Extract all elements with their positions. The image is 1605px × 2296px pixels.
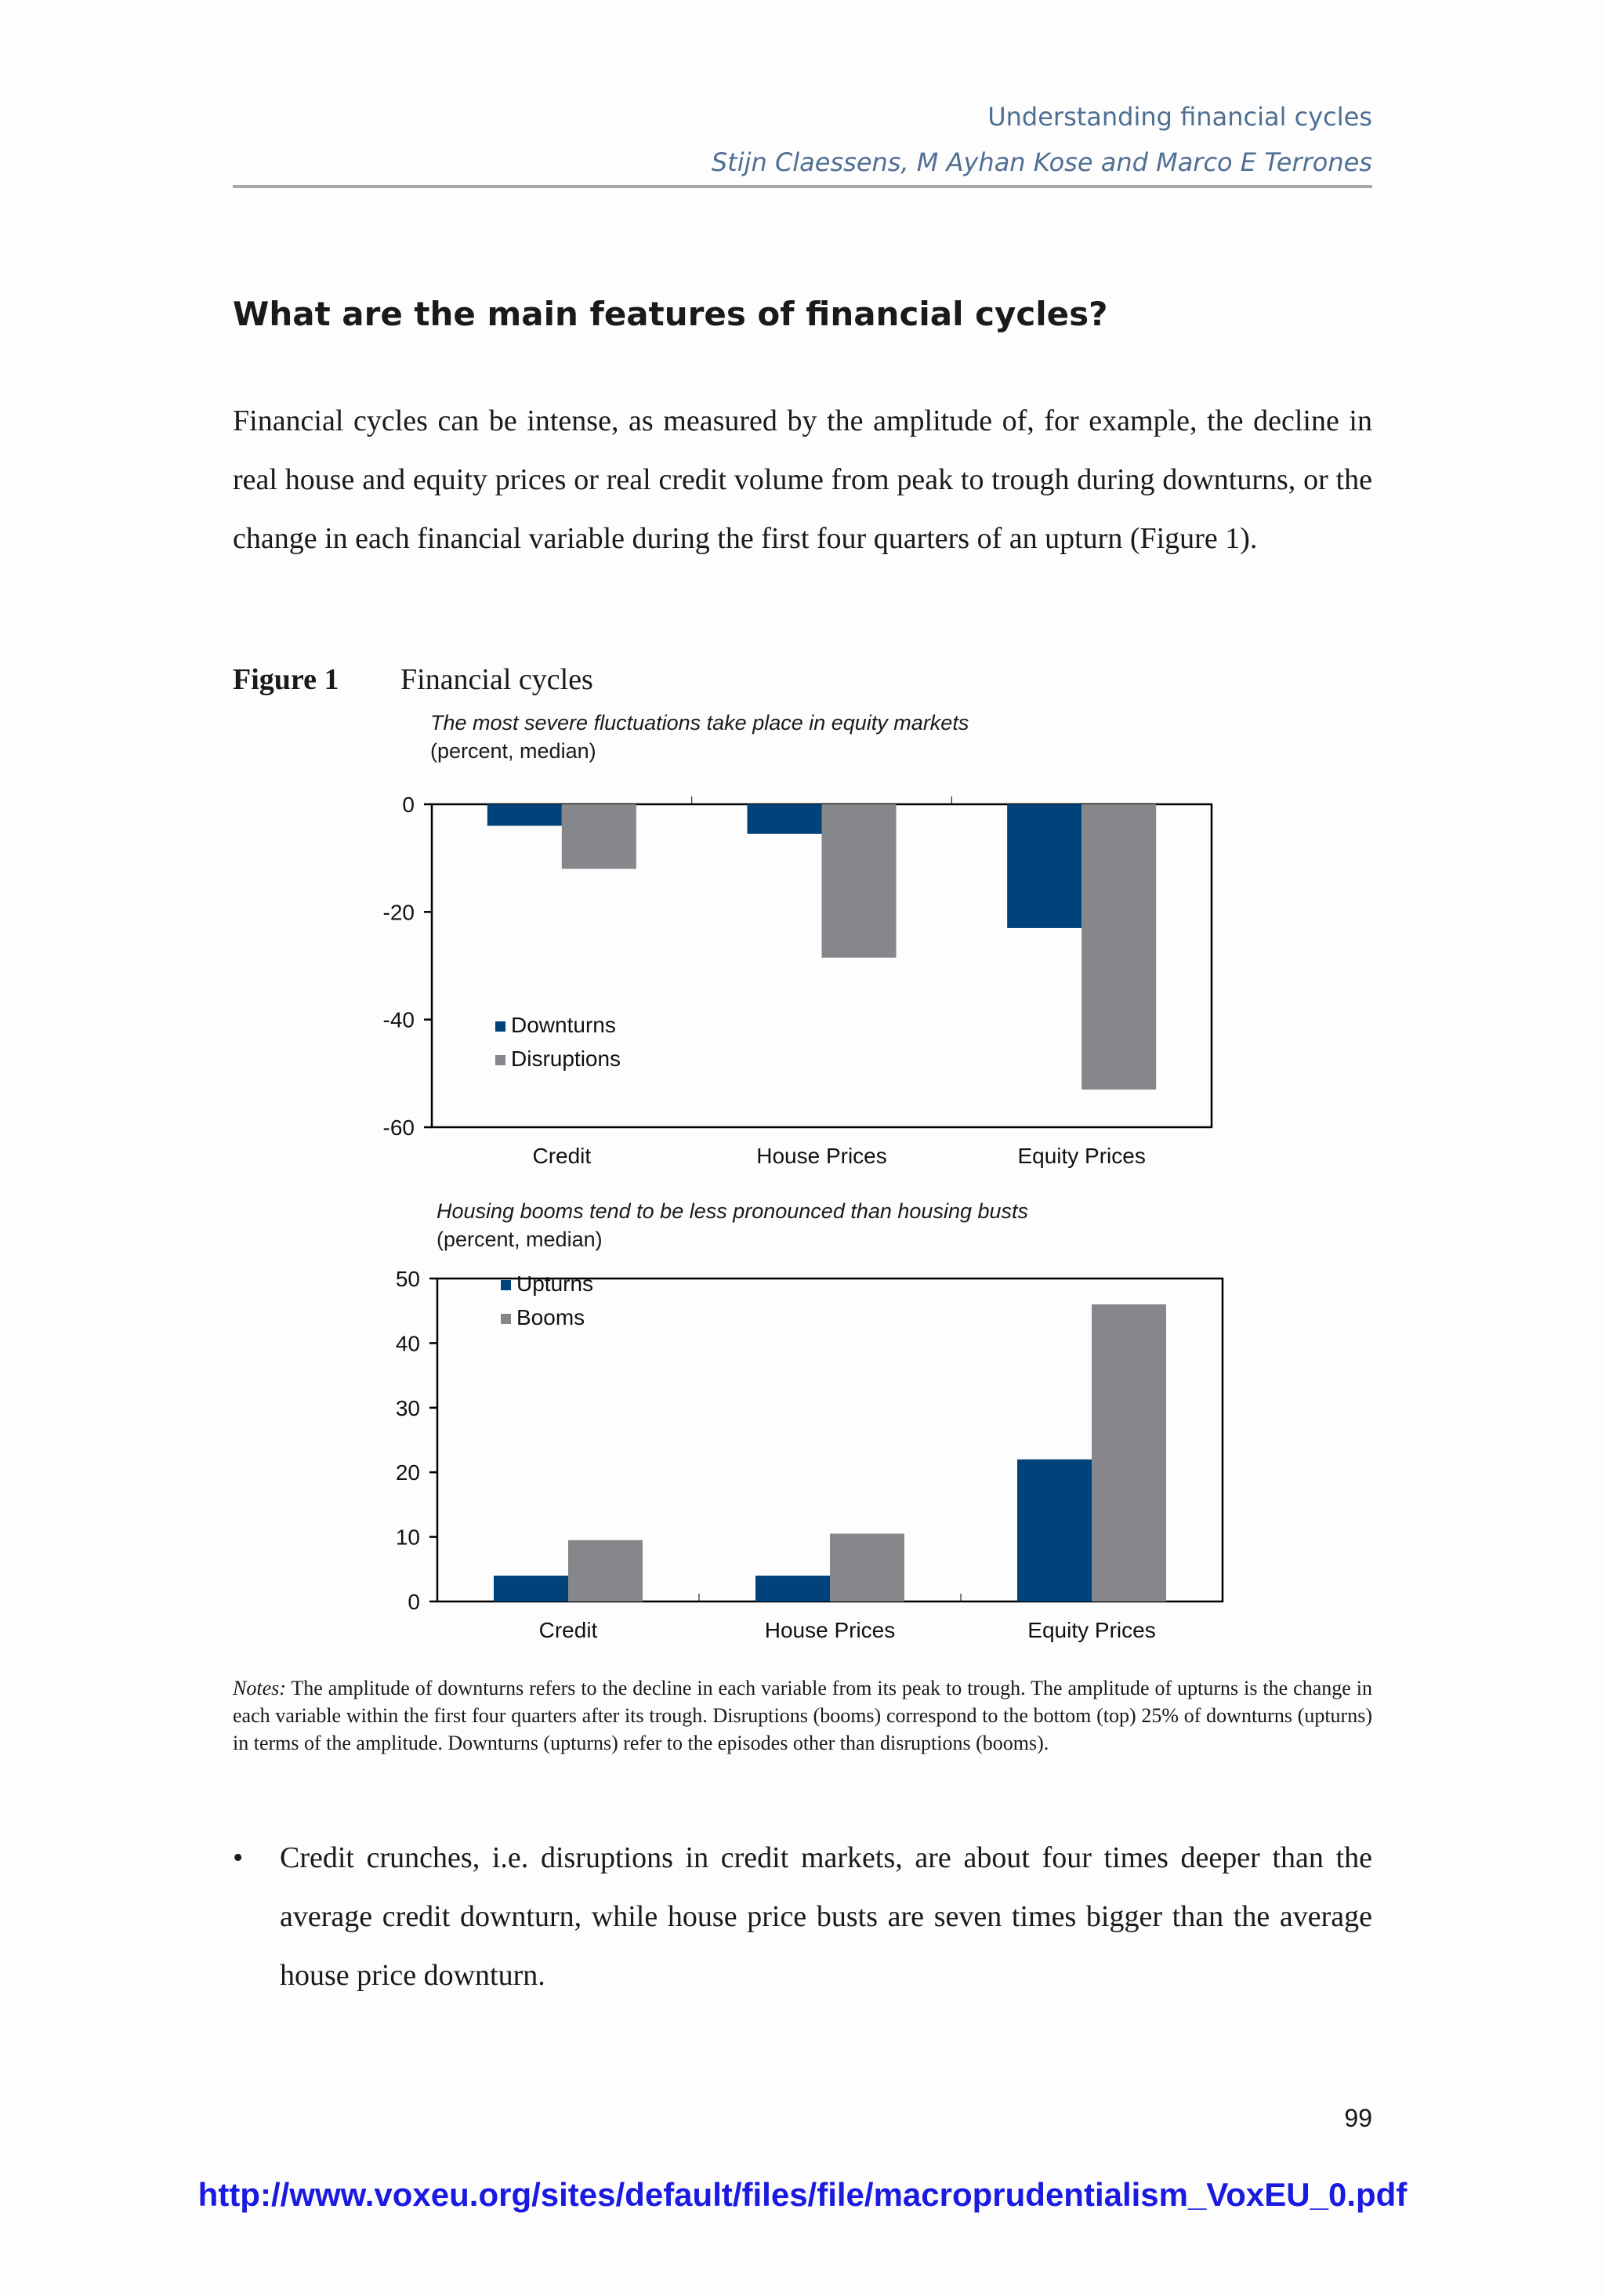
figure-title: Financial cycles (400, 663, 593, 696)
chart2-y-tick-label: 0 (408, 1590, 420, 1614)
chart1-y-tick-label: -20 (382, 900, 415, 925)
notes-text: The amplitude of downturns refers to the decline in each variable from its peak to trough. The amplitude of upturns is the change in each variable within the first four quarters after its trough. Disruptions (booms) correspond to the bottom (top) 25% of downturns (upturns) in terms of the amplitude. Downturns (upturns) refer to the episodes other than disruptions (booms). (233, 1677, 1372, 1754)
chart1-title: The most severe fluctuations take place in equity markets (430, 711, 969, 735)
intro-paragraph: Financial cycles can be intense, as measured by the amplitude of, for example, the decline in real house and equity prices or real credit volume from peak to trough during downturns, or the change in each financial variable during the first four quarters of an upturn (Figure 1). (233, 404, 1372, 555)
chart2-title: Housing booms tend to be less pronounced than housing busts (437, 1199, 1029, 1223)
chart1-bar-downturns (1007, 804, 1081, 928)
chart1-subtitle: (percent, median) (430, 739, 596, 763)
source-url-link[interactable]: http://www.voxeu.org/sites/default/files/file/macroprudentialism_VoxEU_0.pdf (197, 2176, 1408, 2213)
chart1-category-label: House Prices (756, 1144, 887, 1168)
section-heading: What are the main features of financial cycles? (233, 295, 1108, 333)
chart2-legend-label: Upturns (516, 1271, 594, 1296)
chart1-category-label: Credit (532, 1144, 592, 1168)
figure-notes (233, 1674, 1372, 1757)
bullet-item (233, 1829, 1372, 2005)
chart1-legend-swatch (495, 1055, 505, 1065)
chart1-bar-downturns (748, 804, 822, 834)
chart1-legend-swatch (495, 1021, 505, 1032)
chart2-subtitle: (percent, median) (437, 1228, 603, 1251)
chart2-y-tick-label: 40 (395, 1331, 420, 1356)
chart2-bar-booms (830, 1533, 904, 1601)
chart2-bar-upturns (1017, 1460, 1092, 1601)
chart1-bar-disruptions (1081, 804, 1156, 1090)
chart2-y-tick-label: 10 (395, 1525, 420, 1550)
chart2-legend-swatch (501, 1314, 511, 1324)
page-number: 99 (1344, 2104, 1372, 2132)
chart2-category-label: Credit (538, 1618, 598, 1642)
chart1-bar-disruptions (562, 804, 636, 869)
chart2-category-label: Equity Prices (1027, 1618, 1156, 1642)
figure-number: Figure 1 (233, 663, 339, 696)
chart2 (396, 1267, 1223, 1642)
chart2-y-tick-label: 30 (395, 1395, 420, 1420)
chart1 (383, 793, 1212, 1168)
bullet-text: Credit crunches, i.e. disruptions in credit markets, are about four times deeper than the average credit downturn, while house price busts are seven times bigger than the average house price downturn. (280, 1841, 1372, 1992)
chart1-legend-label: Disruptions (511, 1046, 621, 1071)
chart1-bar-disruptions (822, 804, 897, 958)
chart2-y-tick-label: 20 (395, 1460, 420, 1485)
bullet-marker: • (233, 1841, 244, 1874)
chart2-bar-upturns (494, 1576, 568, 1601)
running-head-title: Understanding financial cycles (987, 102, 1372, 132)
chart2-legend-label: Booms (516, 1305, 585, 1329)
chart2-category-label: House Prices (764, 1618, 896, 1642)
chart2-legend-swatch (501, 1280, 511, 1290)
chart1-category-label: Equity Prices (1017, 1144, 1146, 1168)
chart2-bar-booms (568, 1540, 643, 1601)
chart1-y-tick-label: -60 (382, 1115, 415, 1140)
chart1-bar-downturns (487, 804, 562, 825)
running-head-authors: Stijn Claessens, M Ayhan Kose and Marco E Terrones (711, 147, 1372, 177)
notes-lead: Notes: (233, 1677, 286, 1699)
chart1-y-tick-label: 0 (402, 793, 415, 817)
chart2-bar-booms (1092, 1304, 1166, 1601)
chart2-y-tick-label: 50 (395, 1267, 420, 1291)
chart2-bar-upturns (755, 1576, 830, 1601)
chart1-legend-label: Downturns (511, 1013, 616, 1037)
chart1-y-tick-label: -40 (382, 1007, 415, 1032)
